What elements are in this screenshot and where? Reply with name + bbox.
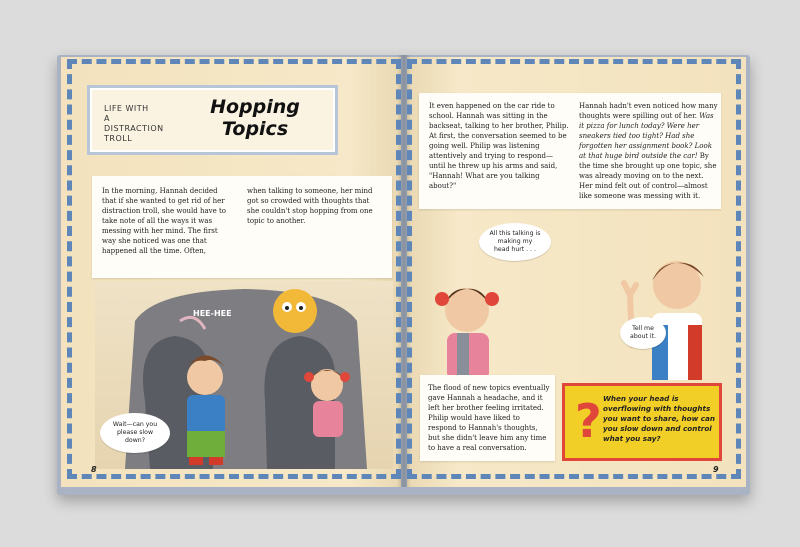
- bottom-text-box: [420, 375, 555, 461]
- right-text-column-1: It even happened on the car ride to school. Hannah was sitting in the backseat, talking to her brother, Philip. At first, the conversation seemed to be going well. Philip was listening attentively and trying to respond—until he threw up his arms and said, "Hannah! What are you talking about?": [429, 102, 569, 190]
- left-text-box: [92, 176, 392, 278]
- subtitle-line: LIFE WITH: [104, 104, 149, 113]
- speech-bubble-girl: [479, 223, 551, 261]
- page-number-right: 9: [713, 465, 719, 474]
- title-line: Hopping: [210, 96, 300, 118]
- question-mark-icon: ?: [575, 394, 602, 448]
- text-segment: Hannah hadn't even noticed how many thoughts were spilling out of her.: [579, 102, 718, 120]
- speech-bubble-boy: [100, 413, 170, 453]
- question-text: When your head is overflowing with thoughts you want to share, how can you slow down and control what you say?: [603, 394, 715, 443]
- page-title: [190, 96, 320, 140]
- sound-effect-text: HEE-HEE: [193, 309, 232, 318]
- speech-bubble-text: Wait—can you please slow down?: [112, 421, 158, 444]
- italic-text-segment: Was it pizza for lunch today? Were her sneakers tied too tight? Had she forgotten her assignment book? Look at that huge bird outside the car!: [579, 112, 714, 160]
- speech-bubble-brother: [620, 317, 666, 349]
- left-text-column-1: In the morning, Hannah decided that if she wanted to get rid of her distraction troll, she would have to take note of all the ways it was messing with her mind. The first way she noticed was one that happened all the time. Often,: [102, 187, 227, 255]
- speech-bubble-text: Tell me about it.: [630, 325, 656, 340]
- car-illustration: [95, 281, 393, 469]
- question-box: [562, 383, 722, 461]
- speech-bubble-text: All this talking is making my head hurt . . .: [489, 230, 541, 253]
- bottom-text: The flood of new topics eventually gave Hannah a headache, and it left her brother feeling irritated. Philip would have liked to respond to Hannah's thoughts, but she didn't leave him any time to have a real conversation.: [428, 384, 550, 452]
- book: [57, 55, 750, 495]
- right-text-box: [419, 93, 721, 209]
- text-segment: By the time she brought up one topic, she was already moving on to the next. Her mind felt out of control—almost like someone was messing with it.: [579, 152, 717, 200]
- series-subtitle: [104, 104, 164, 144]
- subtitle-line: TROLL: [104, 134, 133, 143]
- title-box: [87, 85, 338, 155]
- right-text-column-2: [579, 101, 719, 201]
- left-text-column-2: when talking to someone, her mind got so crowded with thoughts that she couldn't stop hopping from one topic to another.: [247, 187, 373, 225]
- title-line: Topics: [221, 118, 289, 140]
- page-number-left: 8: [91, 465, 97, 474]
- subtitle-line: A DISTRACTION: [104, 114, 164, 133]
- siblings-illustration: [412, 215, 742, 380]
